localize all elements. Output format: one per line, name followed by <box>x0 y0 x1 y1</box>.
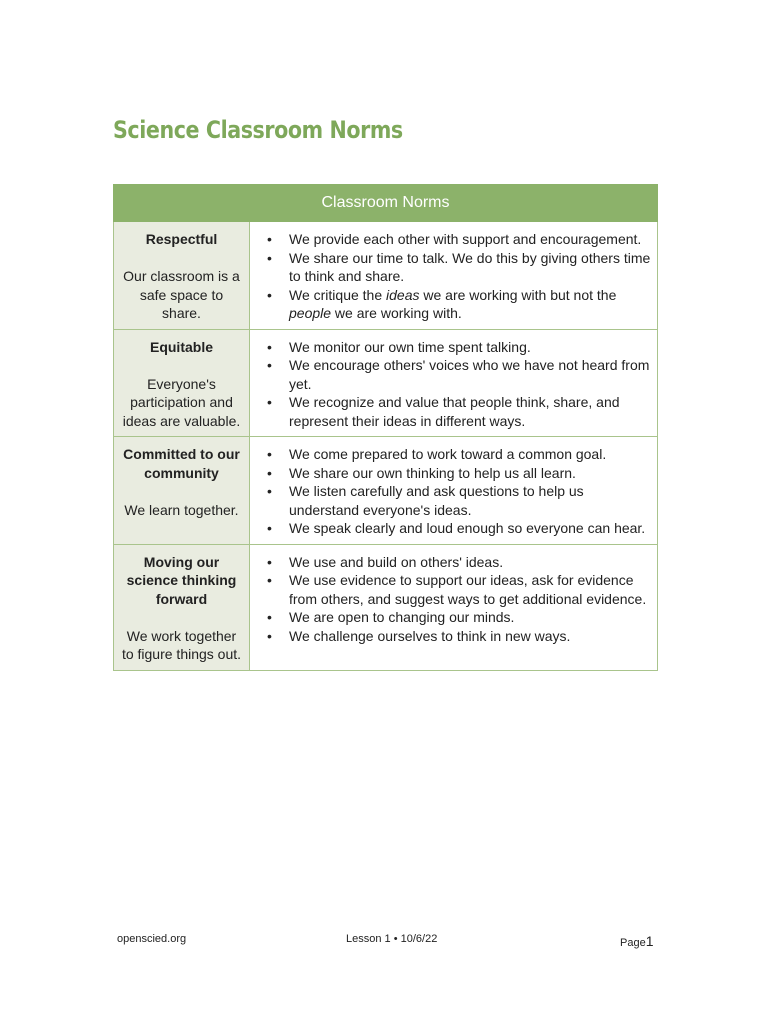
emphasized-text: ideas <box>386 286 420 303</box>
list-item <box>258 608 653 627</box>
list-item <box>258 482 653 519</box>
page-title: Science Classroom Norms <box>113 116 403 144</box>
bullet-text: We use evidence to support our ideas, ask for evidence from others, and suggest ways to get additional evidence. <box>289 572 647 607</box>
norm-bullet-list <box>258 230 653 323</box>
table-header-row <box>114 185 658 222</box>
table-body <box>114 222 658 671</box>
list-item <box>258 553 653 572</box>
norm-bullets-cell <box>250 437 658 545</box>
bullet-text: We are open to changing our minds. <box>289 609 515 625</box>
norm-label-cell <box>114 329 250 437</box>
norm-description: Our classroom is a safe space to share. <box>123 268 240 321</box>
bullet-text: We listen carefully and ask questions to help us understand everyone's ideas. <box>289 483 584 518</box>
classroom-norms-table <box>113 184 658 671</box>
list-item <box>258 519 653 538</box>
norm-bullets-cell <box>250 222 658 330</box>
bullet-text: We come prepared to work toward a common goal. <box>289 446 607 462</box>
norm-description: Everyone's participation and ideas are valuable. <box>122 375 241 429</box>
bullet-text: We challenge ourselves to think in new ways. <box>289 627 571 644</box>
footer-page-number: 1 <box>645 933 654 949</box>
bullet-text: we are working with. <box>331 305 462 321</box>
list-item <box>258 249 653 286</box>
list-item <box>258 338 653 357</box>
list-item <box>258 464 653 483</box>
table-row <box>114 329 658 437</box>
bullet-text: We encourage others' voices who we have not heard from yet. <box>289 357 650 392</box>
bullet-text: We share our time to talk. We do this by giving others time to think and share. <box>289 249 651 284</box>
norm-label-cell <box>114 437 250 545</box>
bullet-text: We provide each other with support and encouragement. <box>289 231 642 247</box>
norm-bullets-cell <box>250 329 658 437</box>
table-row <box>114 544 658 670</box>
bullet-text: We share our own thinking to help us all learn. <box>289 464 576 481</box>
norm-name: Equitable <box>149 338 213 355</box>
bullet-text: we are working with but not the <box>419 286 617 303</box>
norm-bullet-list <box>258 445 653 538</box>
norm-name: Moving our science thinking forward <box>126 553 237 607</box>
list-item <box>258 230 653 249</box>
list-item <box>258 393 653 430</box>
bullet-text: We recognize and value that people think, share, and represent their ideas in different ways. <box>289 394 620 429</box>
norm-label-cell <box>114 222 250 330</box>
bullet-text: We speak clearly and loud enough so everyone can hear. <box>289 520 646 536</box>
list-item <box>258 571 653 608</box>
norm-description: We learn together. <box>124 501 239 518</box>
footer-lesson: Lesson 1 • 10/6/22 <box>346 933 438 945</box>
norm-name: Respectful <box>145 231 218 247</box>
footer-site: openscied.org <box>117 933 187 945</box>
table-header: Classroom Norms <box>114 185 658 222</box>
table-row <box>114 437 658 545</box>
footer-page <box>620 933 654 949</box>
norm-bullet-list <box>258 338 653 431</box>
norm-bullet-list <box>258 553 653 646</box>
bullet-text: We monitor our own time spent talking. <box>289 338 531 355</box>
table-row <box>114 222 658 330</box>
norm-bullets-cell <box>250 544 658 670</box>
norm-name: Committed to our community <box>123 446 240 481</box>
list-item <box>258 286 653 323</box>
norm-description: We work together to figure things out. <box>121 627 242 662</box>
bullet-text: We use and build on others' ideas. <box>289 553 504 570</box>
norm-label-cell <box>114 544 250 670</box>
emphasized-text: people <box>289 305 332 321</box>
footer-page-label: Page <box>620 937 646 949</box>
list-item <box>258 445 653 464</box>
list-item <box>258 627 653 646</box>
bullet-text: We critique the <box>289 286 387 303</box>
list-item <box>258 356 653 393</box>
